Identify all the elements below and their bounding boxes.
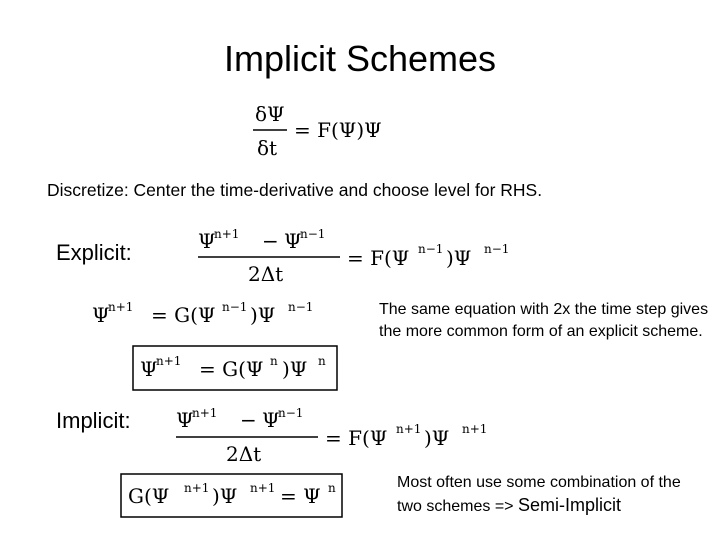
equation-explicit-boxed — [140, 354, 326, 381]
eq-explicit-denominator: 2Δt — [248, 262, 284, 286]
implicit-label: Implicit: — [56, 408, 131, 433]
equation-explicit-g — [92, 300, 313, 327]
eq-explicit-rhs-mid: )Ψ — [446, 246, 472, 270]
eq-explicit-rhs-sup1: n−1 — [418, 242, 444, 256]
eq-explicit-psi-a: Ψ — [198, 229, 216, 253]
eq-g-sup1: n−1 — [222, 300, 248, 314]
eq-base-rhs: = F(Ψ)Ψ — [294, 118, 382, 142]
eq-iboxed-start: G(Ψ — [128, 484, 170, 508]
eq-base-numerator: δΨ — [255, 102, 285, 126]
explicit-note: The same equation with 2x the time step gives the more common form of an explicit scheme. — [379, 301, 709, 340]
eq-g-sup-a: n+1 — [108, 300, 134, 314]
implicit-note — [397, 472, 697, 518]
semi-implicit-term: Semi-Implicit — [517, 495, 621, 515]
eq-explicit-rhs-sup2: n−1 — [484, 242, 510, 256]
eq-base-denominator: δt — [257, 136, 278, 160]
eq-g-psi: Ψ — [92, 303, 110, 327]
eq-boxed-psi: Ψ — [140, 357, 158, 381]
explicit-label: Explicit: — [56, 240, 132, 265]
discretize-text: Discretize: Center the time-derivative and choose level for RHS. — [47, 180, 543, 200]
eq-boxed-mid: = G(Ψ — [199, 357, 264, 381]
eq-iboxed-sup1: n+1 — [250, 481, 276, 495]
eq-implicit-sup-b: n−1 — [278, 406, 304, 420]
equation-explicit — [198, 227, 509, 286]
eq-iboxed-sup-a: n+1 — [184, 481, 210, 495]
eq-implicit-minus: − — [240, 408, 257, 432]
eq-iboxed-mid: )Ψ — [212, 484, 238, 508]
eq-iboxed-end: = Ψ — [280, 484, 321, 508]
eq-iboxed-sup2: n — [328, 481, 336, 495]
eq-boxed-sup2: n — [318, 354, 326, 368]
eq-implicit-sup-a: n+1 — [192, 406, 218, 420]
eq-implicit-rhs-sup2: n+1 — [462, 422, 488, 436]
eq-implicit-psi-b: Ψ — [262, 408, 280, 432]
eq-boxed-end: )Ψ — [282, 357, 308, 381]
eq-boxed-sup-a: n+1 — [156, 354, 182, 368]
eq-implicit-denominator: 2Δt — [226, 442, 262, 466]
eq-implicit-rhs-sup1: n+1 — [396, 422, 422, 436]
implicit-note-text: Most often use some combination of the two schemes => — [397, 474, 681, 515]
eq-explicit-rhs-start: = F(Ψ — [347, 246, 410, 270]
eq-explicit-sup-a: n+1 — [214, 227, 240, 241]
eq-explicit-psi-b: Ψ — [284, 229, 302, 253]
eq-implicit-psi-a: Ψ — [176, 408, 194, 432]
equation-base — [253, 102, 382, 160]
eq-implicit-rhs-start: = F(Ψ — [325, 426, 388, 450]
eq-boxed-sup1: n — [270, 354, 278, 368]
eq-implicit-rhs-mid: )Ψ — [424, 426, 450, 450]
equation-implicit — [176, 406, 487, 466]
slide-title: Implicit Schemes — [223, 38, 497, 79]
eq-g-mid: = G(Ψ — [151, 303, 216, 327]
equation-implicit-boxed — [128, 481, 336, 508]
eq-explicit-sup-b: n−1 — [300, 227, 326, 241]
eq-g-end: )Ψ — [250, 303, 276, 327]
eq-g-sup2: n−1 — [288, 300, 314, 314]
eq-explicit-minus: − — [262, 229, 279, 253]
